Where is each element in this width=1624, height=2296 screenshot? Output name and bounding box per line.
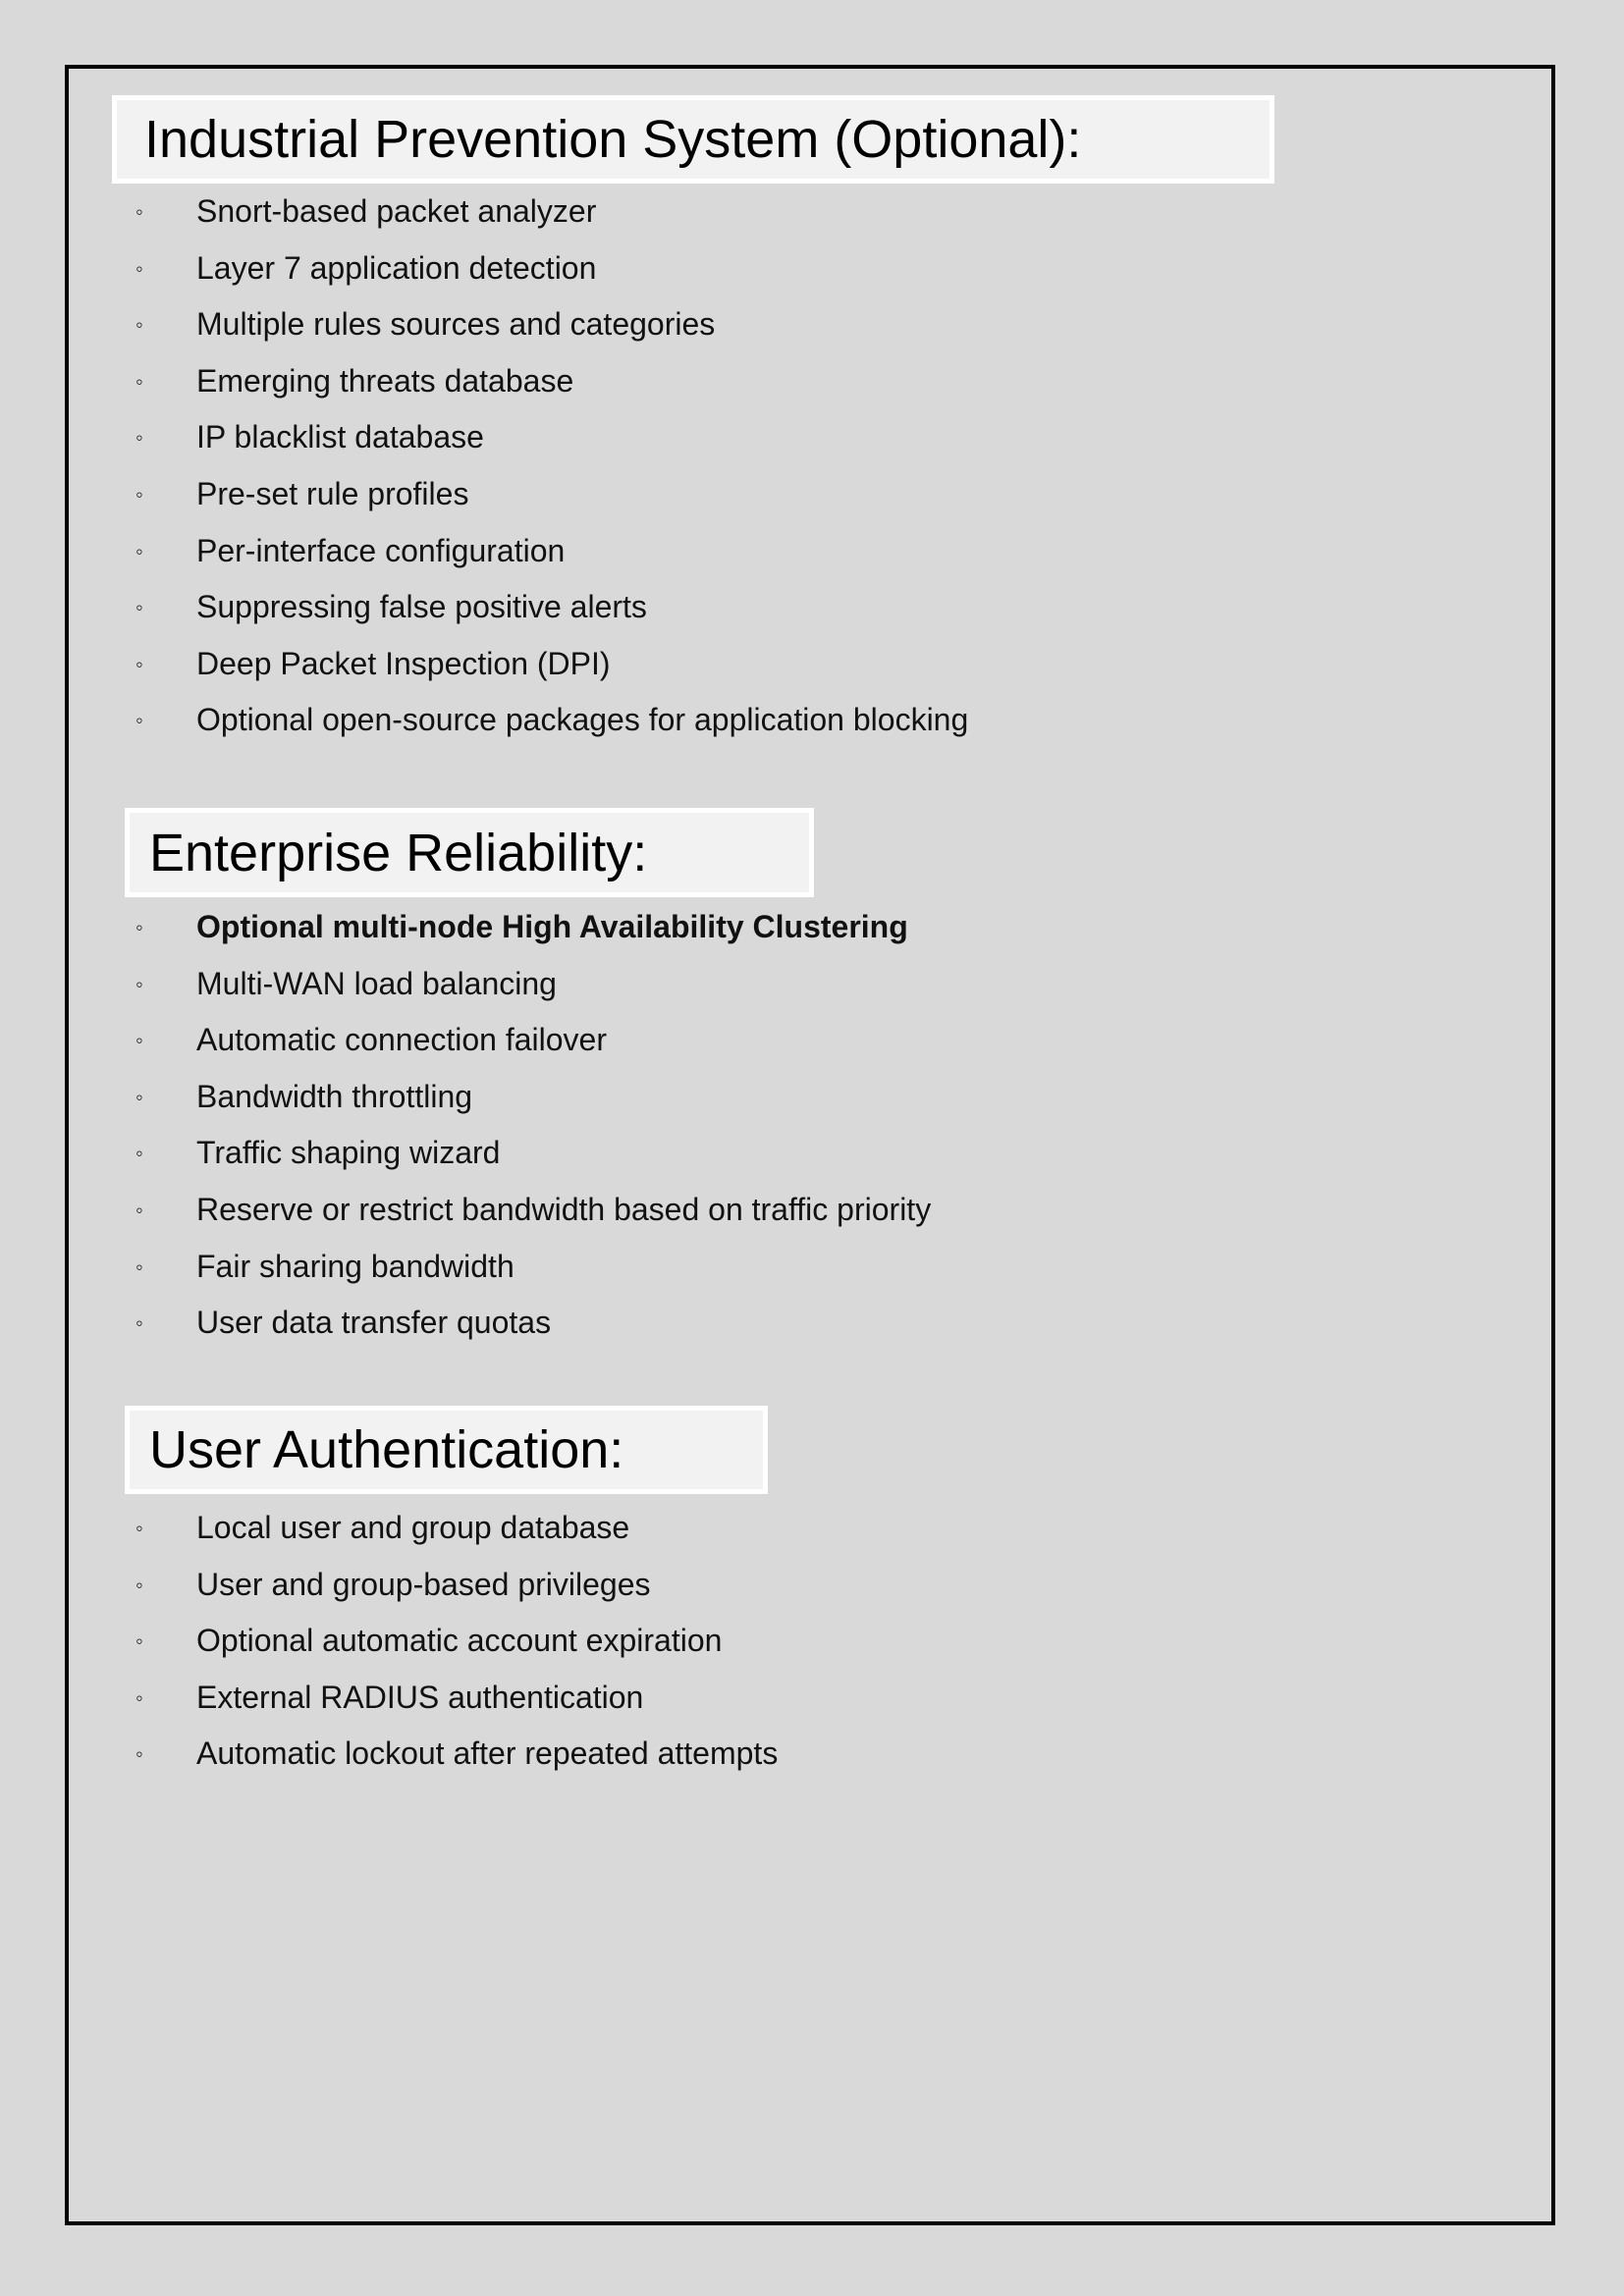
list-item-text: Multiple rules sources and categories	[196, 306, 716, 343]
bullet-icon: ◦	[135, 971, 143, 996]
bullet-icon: ◦	[135, 1684, 143, 1710]
bullet-icon: ◦	[135, 1084, 143, 1109]
list-item-text: Optional open-source packages for application blocking	[196, 702, 969, 738]
section-heading-text: Enterprise Reliability:	[149, 823, 648, 882]
list-item-text: User and group-based privileges	[196, 1566, 651, 1602]
list-item-text: Automatic connection failover	[196, 1022, 607, 1058]
list-item-text: Deep Packet Inspection (DPI)	[196, 645, 611, 681]
list-item-text: Optional automatic account expiration	[196, 1623, 723, 1659]
list-item-text: Per-interface configuration	[196, 532, 566, 568]
bullet-icon: ◦	[135, 425, 143, 451]
bullet-icon: ◦	[135, 1310, 143, 1336]
section-heading-industrial-prevention	[112, 95, 1274, 184]
bullet-icon: ◦	[135, 255, 143, 281]
bullet-icon: ◦	[135, 1572, 143, 1597]
section-heading-user-authentication	[125, 1406, 768, 1494]
bullet-icon: ◦	[135, 481, 143, 507]
list-item-text: IP blacklist database	[196, 419, 484, 455]
bullet-icon: ◦	[135, 1516, 143, 1540]
list-item-text: User data transfer quotas	[196, 1305, 552, 1341]
list-item-text: Automatic lockout after repeated attempts	[196, 1735, 779, 1772]
bullet-icon: ◦	[135, 1197, 143, 1222]
list-item-text: Traffic shaping wizard	[196, 1135, 501, 1171]
list-item-text: Emerging threats database	[196, 362, 574, 399]
list-item-text: Reserve or restrict bandwidth based on traffic priority	[196, 1191, 932, 1227]
bullet-icon: ◦	[135, 1741, 143, 1767]
bullet-icon: ◦	[135, 595, 143, 620]
bullet-icon: ◦	[135, 368, 143, 394]
bullet-icon: ◦	[135, 538, 143, 563]
bullet-icon: ◦	[135, 1254, 143, 1279]
bullet-icon: ◦	[135, 651, 143, 676]
list-item-text: Suppressing false positive alerts	[196, 589, 647, 625]
section-heading-text: Industrial Prevention System (Optional):	[144, 110, 1082, 169]
bullet-icon: ◦	[135, 915, 143, 939]
list-item-text: Multi-WAN load balancing	[196, 965, 557, 1001]
list-item-text: Snort-based packet analyzer	[196, 193, 597, 229]
bullet-icon: ◦	[135, 708, 143, 733]
list-item-text: Layer 7 application detection	[196, 249, 597, 286]
section-heading-text: User Authentication:	[149, 1420, 624, 1479]
bullet-icon: ◦	[135, 1028, 143, 1053]
bullet-icon: ◦	[135, 1629, 143, 1654]
list-item-text: Bandwidth throttling	[196, 1078, 473, 1114]
bullet-icon: ◦	[135, 1141, 143, 1166]
list-item-text: Optional multi-node High Availability Clustering	[196, 909, 908, 944]
list-item-text: External RADIUS authentication	[196, 1679, 644, 1715]
section-heading-enterprise-reliability	[125, 808, 814, 897]
bullet-icon: ◦	[135, 312, 143, 338]
bullet-icon: ◦	[135, 199, 143, 224]
list-item-text: Pre-set rule profiles	[196, 475, 469, 511]
list-item-text: Fair sharing bandwidth	[196, 1248, 514, 1284]
list-item-text: Local user and group database	[196, 1510, 630, 1545]
